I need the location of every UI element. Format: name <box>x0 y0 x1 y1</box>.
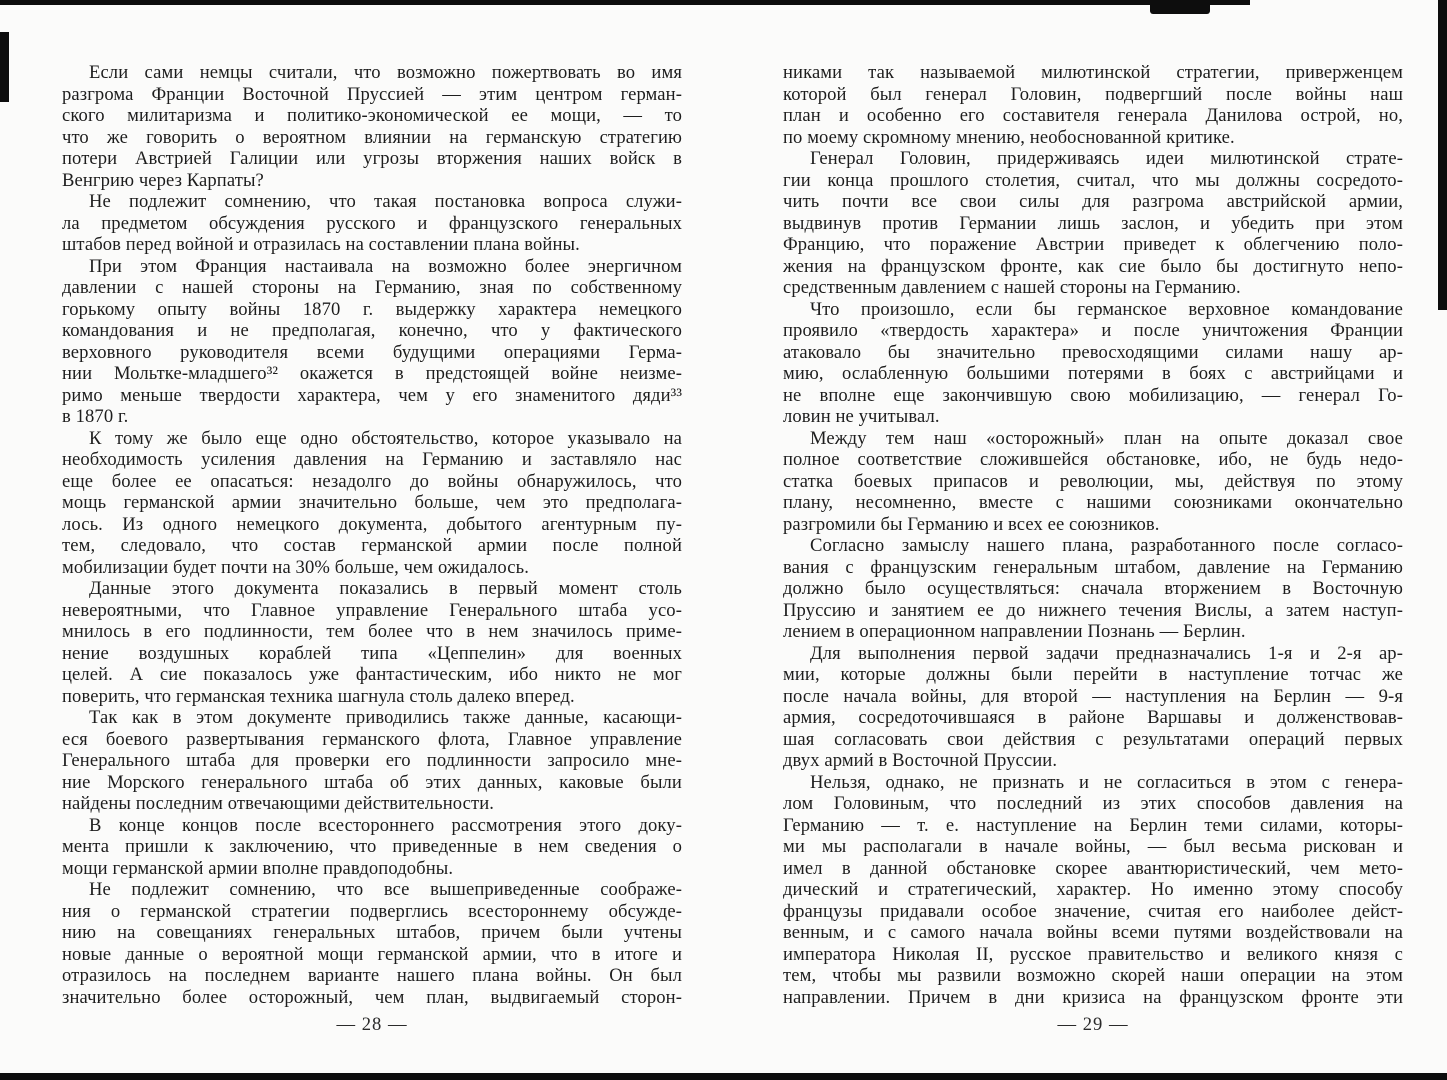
text-line: необходимость усиления давления на Германию и заставляло нас <box>62 449 682 470</box>
text-line: после начала войны, для второй — наступления на Берлин — 9-я <box>783 685 1403 707</box>
text-line: невероятными, что Главное управление Генерального штаба усо- <box>62 599 682 621</box>
text-line: план и особенно его составителя генерала Данилова острой, но, <box>783 105 1403 126</box>
text-line: нии Мольтке-младшего³² окажется в предстоящей войне неизме- <box>62 363 682 384</box>
text-line: никами так называемой милютинской стратегии, приверженцем <box>783 62 1403 83</box>
text-line: которой был генерал Головин, подвергший после войны наш <box>783 83 1403 105</box>
text-line: ского милитаризма и политико-экономической ее мощи, — то <box>62 105 682 126</box>
text-line: еся боевого развертывания германского флота, Главное управление <box>62 728 682 750</box>
text-line: мента пришли к заключению, что приведенные в нем сведения о <box>62 836 682 857</box>
text-line: двух армий в Восточной Пруссии. <box>783 750 1058 771</box>
text-line: жения на французском фронте, как сие было бы достигнуто непо- <box>783 255 1403 277</box>
text-line: командования и не предполагая, конечно, что у фактического <box>62 320 682 341</box>
text-line: дический и стратегический, характер. Но именно этому способу <box>783 879 1403 900</box>
scan-edge-top-right <box>1150 0 1210 14</box>
text-line: давлении с нашей стороны на Германию, зная по собственному <box>62 277 682 298</box>
text-line: проявило «твердость характера» и после уничтожения Франции <box>783 320 1403 341</box>
text-line: Не подлежит сомнению, что такая постановка вопроса служи- <box>89 191 682 212</box>
scan-edge-right <box>1438 0 1447 310</box>
text-line: ловин не учитывал. <box>783 406 940 427</box>
text-line: значительно более осторожный, чем план, выдвигаемый сторон- <box>62 986 682 1008</box>
text-line: Данные этого документа показались в первый момент столь <box>89 578 682 599</box>
text-line: Не подлежит сомнению, что все вышеприведенные соображе- <box>89 879 682 900</box>
text-line: французы придавали особое значение, считая его наиболее дейст- <box>783 900 1403 922</box>
text-line: направлении. Причем в дни кризиса на французском фронте эти <box>783 986 1403 1008</box>
paragraph <box>62 707 682 815</box>
text-line: мнилось в его подлинности, тем более что в нем значилось приме- <box>62 621 682 642</box>
text-line: Если сами немцы считали, что возможно пожертвовать во имя <box>89 62 682 83</box>
text-line: верховного руководителя всеми будущими операциями Герма- <box>62 341 682 363</box>
text-line: мии, которые должны были перейти в наступление тотчас же <box>783 664 1403 685</box>
text-line: Нельзя, однако, не признать и не согласиться в этом с генера- <box>810 771 1403 793</box>
text-line: армия, сосредоточившаяся в районе Варшавы и долженствовав- <box>783 707 1403 728</box>
text-line: Что произошло, если бы германское верховное командование <box>810 298 1403 320</box>
page-left <box>62 62 682 1008</box>
text-line: по моему скромному мнению, необоснованной критике. <box>783 126 1235 148</box>
text-line: имел в данной обстановке скорее авантюристический, чем мето- <box>783 857 1403 879</box>
page-number-left: — 28 — <box>336 1014 408 1035</box>
text-line: мобилизации будет почти на 30% больше, чем ожидалось. <box>62 556 529 578</box>
paragraph <box>62 578 682 707</box>
text-line: При этом Франция настаивала на возможно более энергичном <box>89 255 682 277</box>
text-line: в 1870 г. <box>62 406 129 427</box>
text-line: Генерал Головин, придерживаясь идеи милютинской страте- <box>810 148 1403 169</box>
paragraph <box>62 256 682 428</box>
text-line: шая согласовать свои действия с результатами операций первых <box>783 728 1403 750</box>
paragraph <box>62 62 682 191</box>
text-line: мощи германской армии вполне правдоподобны. <box>62 857 454 879</box>
text-line: что же говорить о вероятном влиянии на германскую стратегию <box>62 126 682 148</box>
text-line: выдвинув против Германии лишь заслон, и убедить при этом <box>783 212 1403 234</box>
text-line: Для выполнения первой задачи предназначались 1-я и 2-я ар- <box>810 642 1403 664</box>
text-line: мию, ослабленную большими потерями в боях с австрийцами и <box>783 363 1403 384</box>
text-line: целей. А сие показалось уже фантастическим, ибо никто не мог <box>62 664 682 685</box>
paragraph <box>783 643 1403 772</box>
text-line: средственным давлением с нашей стороны на Германию. <box>783 277 1241 298</box>
text-line: гии конца прошлого столетия, считал, что мы должны сосредото- <box>783 169 1403 191</box>
text-line: тем, чтобы мы развили возможно скорей наши операции на этом <box>783 965 1403 986</box>
text-line: отразилось на последнем варианте нашего плана войны. Он был <box>62 965 682 986</box>
text-line: венным, и с самого начала войны всеми путями воздействовали на <box>783 922 1403 943</box>
paragraph <box>783 299 1403 428</box>
paragraph <box>783 428 1403 536</box>
text-line: нение воздушных кораблей типа «Цеппелин» для военных <box>62 642 682 664</box>
text-line: ния о германской стратегии подверглись всестороннему обсужде- <box>62 900 682 922</box>
text-line: поверить, что германская техника шагнула столь далеко вперед. <box>62 685 575 707</box>
text-line: римо меньше твердости характера, чем у его знаменитого дяди³³ <box>62 384 682 406</box>
text-line: мощь германской армии значительно больше, чем это предполага- <box>62 492 682 513</box>
text-line: должно было осуществляться: сначала вторжением в Восточную <box>783 578 1403 599</box>
paragraph <box>783 62 1403 148</box>
text-line: нию на совещаниях генеральных штабов, причем были учтены <box>62 922 682 943</box>
text-line: лом Головиным, что последний из этих способов давления на <box>783 793 1403 814</box>
text-line: Так как в этом документе приводились также данные, касающи- <box>89 707 682 728</box>
text-line: императора Николая II, русское правительство и великого князя с <box>783 943 1403 965</box>
text-line: Пруссию и занятием ее до нижнего течения Вислы, а затем наступ- <box>783 599 1403 621</box>
scan-edge-left-mark <box>0 32 9 102</box>
paragraph <box>783 772 1403 1009</box>
text-line: вания с французским генеральным штабом, давление на Германию <box>783 556 1403 578</box>
text-line: тем, следовало, что состав германской армии после полной <box>62 535 682 556</box>
text-line: статка боевых припасов и революции, мы, действуя по этому <box>783 470 1403 492</box>
text-line: Францию, что поражение Австрии приведет к облегчению поло- <box>783 234 1403 255</box>
paragraph <box>62 815 682 880</box>
page-number-right: — 29 — <box>1057 1014 1129 1035</box>
paragraph <box>62 191 682 256</box>
text-line: плану, несомненно, вместе с нашими союзниками окончательно <box>783 492 1403 513</box>
text-line: еще более ее опасаться: незадолго до войны обнаружилось, что <box>62 470 682 492</box>
paragraph <box>62 879 682 1008</box>
text-line: найдены последним отвечающими действительности. <box>62 793 495 814</box>
scan-edge-bottom <box>0 1073 1447 1080</box>
text-line: ние Морского генерального штаба об этих данных, каковые были <box>62 771 682 793</box>
text-line: Венгрию через Карпаты? <box>62 169 264 191</box>
text-line: Генерального штаба для проверки его подлинности запросило мне- <box>62 750 682 771</box>
text-line: чить почти все свои силы для разгрома австрийской армии, <box>783 191 1403 212</box>
scan-edge-top <box>0 0 1250 5</box>
text-line: разгромили бы Германию и всех ее союзников. <box>783 513 1160 535</box>
paragraph <box>783 535 1403 643</box>
text-line: атаковало бы значительно превосходящими силами нашу ар- <box>783 341 1403 363</box>
text-line: ми мы располагали в начале войны, — был весьма рискован и <box>783 836 1403 857</box>
text-line: потери Австрией Галиции или угрозы вторжения наших войск в <box>62 148 682 169</box>
text-line: полное соответствие сложившейся обстановке, ибо, не будь недо- <box>783 449 1403 470</box>
paragraph <box>62 428 682 579</box>
text-line: разгрома Франции Восточной Пруссией — этим центром герман- <box>62 83 682 105</box>
text-line: Германию — т. е. наступление на Берлин теми силами, которы- <box>783 814 1403 836</box>
text-line: В конце концов после всестороннего рассмотрения этого доку- <box>89 814 682 836</box>
text-line: новые данные о вероятной мощи германской армии, что в итоге и <box>62 943 682 965</box>
text-line: ла предметом обсуждения русского и французского генеральных <box>62 212 682 234</box>
text-line: Согласно замыслу нашего плана, разработанного после согласо- <box>810 535 1403 556</box>
text-line: К тому же было еще одно обстоятельство, которое указывало на <box>89 427 682 449</box>
page-right <box>783 62 1403 1008</box>
paragraph <box>783 148 1403 299</box>
text-line: Между тем наш «осторожный» план на опыте доказал свое <box>810 427 1403 449</box>
text-line: штабов перед войной и отразилась на составлении плана войны. <box>62 234 580 255</box>
text-line: лось. Из одного немецкого документа, добытого агентурным пу- <box>62 513 682 535</box>
text-line: не вполне еще закончившую свою мобилизацию, — генерал Го- <box>783 384 1403 406</box>
text-line: лением в операционном направлении Познань — Берлин. <box>783 621 1246 642</box>
text-line: горькому опыту войны 1870 г. выдержку характера немецкого <box>62 298 682 320</box>
